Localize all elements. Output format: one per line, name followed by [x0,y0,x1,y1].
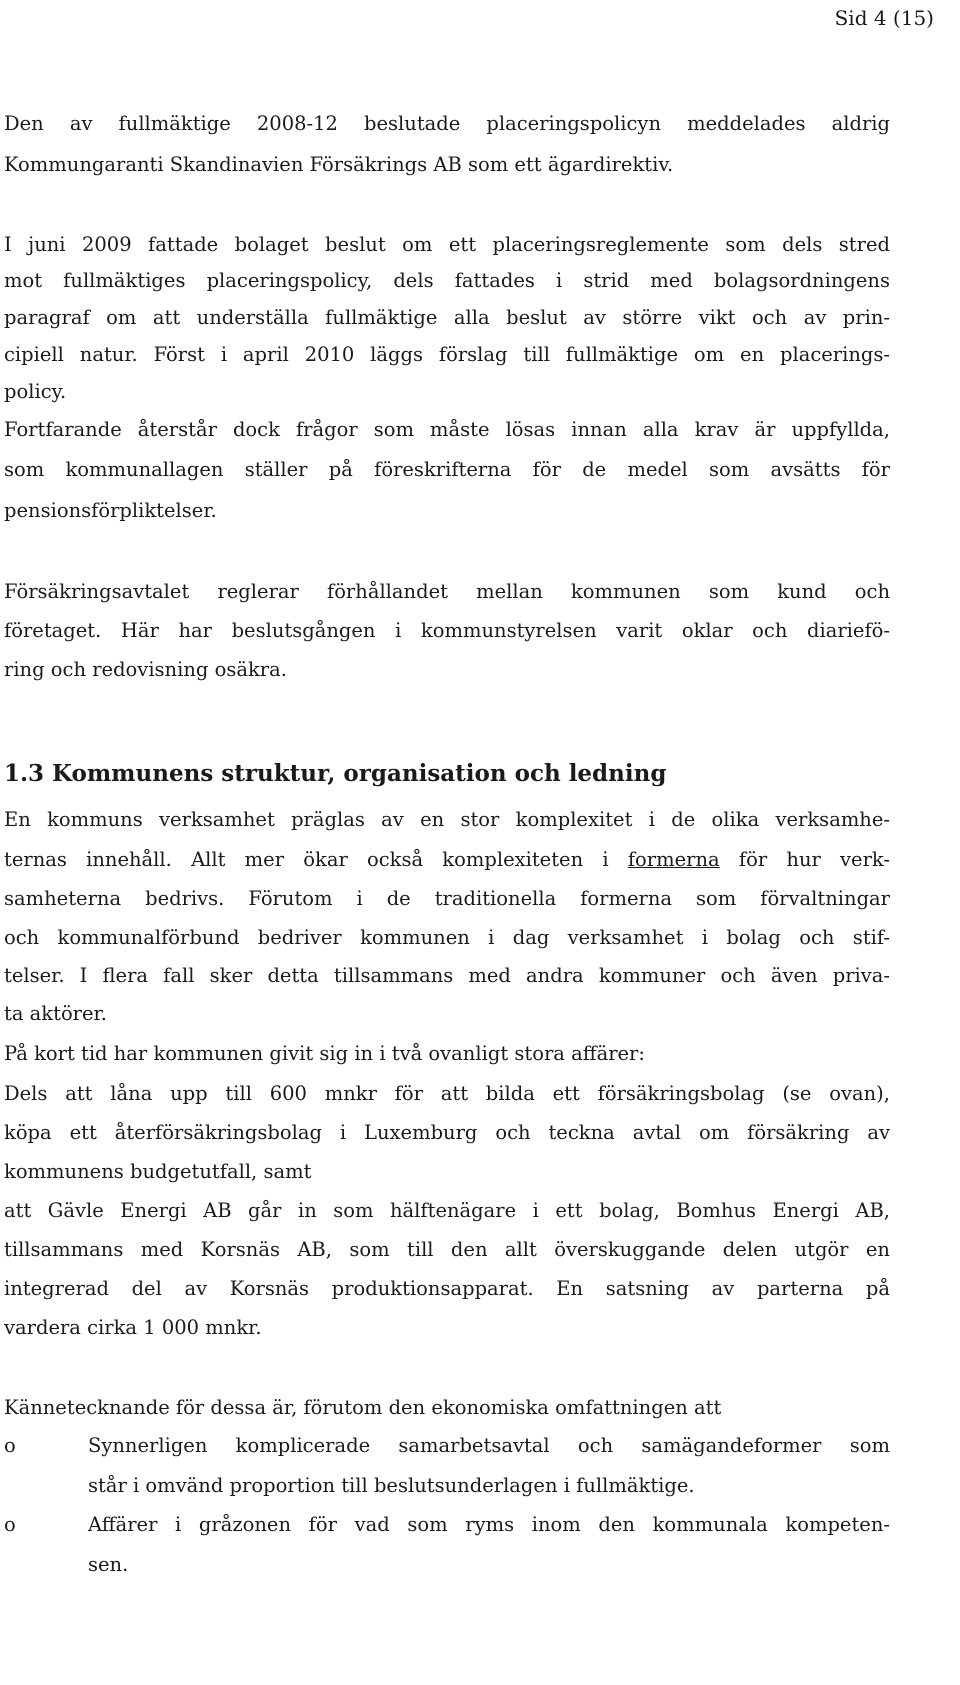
page-number: Sid 4 (15) [834,6,934,30]
paragraph-5-line-3: samheterna bedrivs. Förutom i de traditionella formerna som förvaltningar [4,887,890,910]
paragraph-6-line-1: På kort tid har kommunen givit sig in i två ovanligt stora affärer: [4,1042,645,1065]
paragraph-9-line-1: Kännetecknande för dessa är, förutom den ekonomiska omfattningen att [4,1396,722,1419]
paragraph-5-line-2-before: ternas innehåll. Allt mer ökar också komplexiteten i [4,848,628,871]
paragraph-5-line-1: En kommuns verksamhet präglas av en stor komplexitet i de olika verksamhe- [4,808,890,831]
paragraph-3-line-3: pensionsförpliktelser. [4,499,217,522]
paragraph-3-line-2: som kommunallagen ställer på föreskrifterna för de medel som avsätts för [4,458,890,481]
paragraph-5-line-2-after: för hur verk- [719,848,890,871]
paragraph-7-line-1: Dels att låna upp till 600 mnkr för att bilda ett försäkringsbolag (se ovan), [4,1082,890,1105]
paragraph-3-line-1: Fortfarande återstår dock frågor som måste lösas innan alla krav är uppfyllda, [4,418,890,441]
paragraph-4-line-3: ring och redovisning osäkra. [4,658,287,681]
bullet-marker: o [4,1513,16,1536]
bullet-2-line-1: Affärer i gråzonen för vad som ryms inom den kommunala kompeten- [88,1513,890,1536]
paragraph-5-line-4: och kommunalförbund bedriver kommunen i dag verksamhet i bolag och stif- [4,926,890,949]
bullet-2-line-2: sen. [88,1553,129,1576]
paragraph-8-line-3: integrerad del av Korsnäs produktionsapparat. En satsning av parterna på [4,1277,890,1300]
underlined-word: formerna [627,848,720,871]
paragraph-1-line-1: Den av fullmäktige 2008-12 beslutade placeringspolicyn meddelades aldrig [4,112,890,135]
paragraph-2-line-2: mot fullmäktiges placeringspolicy, dels fattades i strid med bolagsordningens [4,269,890,292]
paragraph-5-line-6: ta aktörer. [4,1002,107,1025]
bullet-1-line-1: Synnerligen komplicerade samarbetsavtal och samägandeformer som [88,1434,890,1457]
paragraph-2-line-4: cipiell natur. Först i april 2010 läggs förslag till fullmäktige om en placerings- [4,343,890,366]
paragraph-8-line-2: tillsammans med Korsnäs AB, som till den allt överskuggande delen utgör en [4,1238,890,1261]
paragraph-2-line-1: I juni 2009 fattade bolaget beslut om ett placeringsreglemente som dels stred [4,233,890,256]
paragraph-4-line-1: Försäkringsavtalet reglerar förhållandet mellan kommunen som kund och [4,580,890,603]
paragraph-7-line-3: kommunens budgetutfall, samt [4,1160,312,1183]
paragraph-5-line-5: telser. I flera fall sker detta tillsammans med andra kommuner och även priva- [4,964,890,987]
paragraph-8-line-1: att Gävle Energi AB går in som hälftenägare i ett bolag, Bomhus Energi AB, [4,1199,890,1222]
paragraph-8-line-4: vardera cirka 1 000 mnkr. [4,1316,262,1339]
paragraph-5-line-2 [4,846,890,874]
section-heading: 1.3 Kommunens struktur, organisation och ledning [4,760,667,787]
bullet-marker: o [4,1434,16,1457]
paragraph-4-line-2: företaget. Här har beslutsgången i kommunstyrelsen varit oklar och diariefö- [4,619,890,642]
paragraph-1-line-2: Kommungaranti Skandinavien Försäkrings AB som ett ägardirektiv. [4,153,674,176]
bullet-1-line-2: står i omvänd proportion till beslutsunderlagen i fullmäktige. [88,1474,695,1497]
paragraph-7-line-2: köpa ett återförsäkringsbolag i Luxemburg och teckna avtal om försäkring av [4,1121,890,1144]
paragraph-2-line-3: paragraf om att underställa fullmäktige alla beslut av större vikt och av prin- [4,306,890,329]
paragraph-2-line-5: policy. [4,380,67,403]
